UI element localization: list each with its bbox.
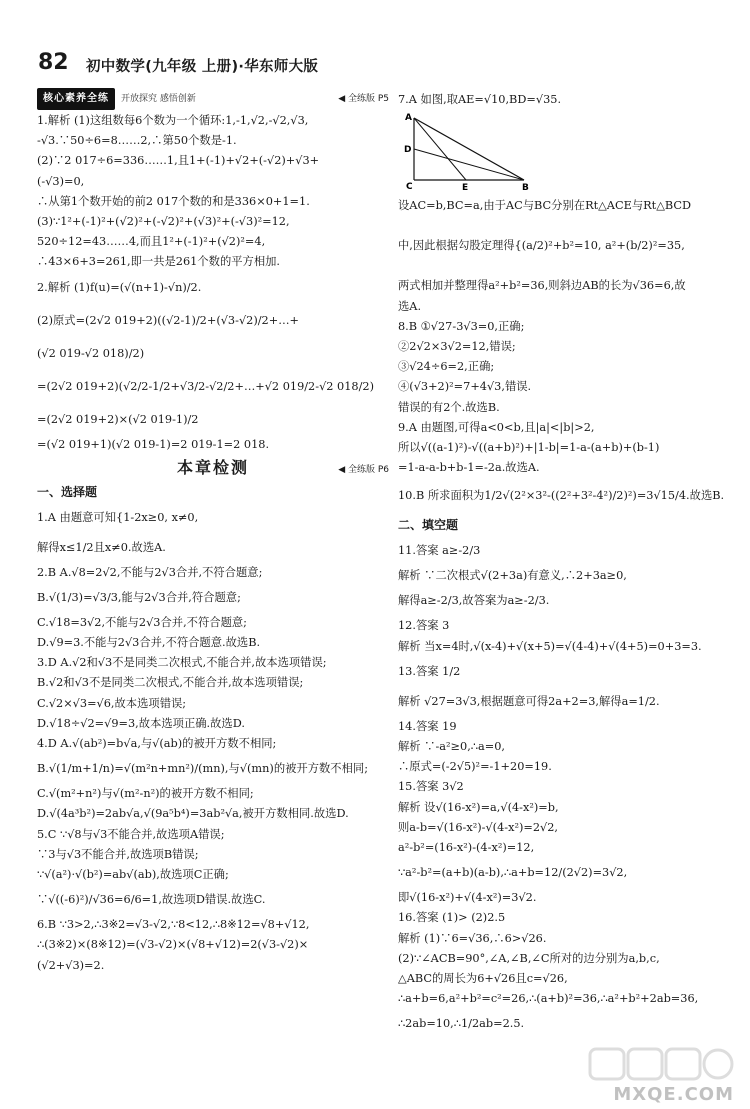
right-line: 8.B ①√27-3√3=0,正确; [398,319,525,333]
right-line: ②2√2×3√2=12,错误; [398,339,516,353]
left-line: D.√(4a³b²)=2ab√a,√(9a⁵b⁴)=3ab²√a,被开方数相同.故选D. [37,807,349,821]
right-line: 解得a≥-2/3,故答案为a≥-2/3. [398,594,550,608]
right-line: (2)∵∠ACB=90°,∠A,∠B,∠C所对的边分别为a,b,c, [398,951,660,965]
left-line: (2)∵2 017÷6=336……1,且1+(-1)+√2+(-√2)+√3+ [37,154,320,168]
left-line: D.√9=3.不能与2√3合并,不符合题意.故选B. [37,636,261,650]
right-line: 9.A 由题图,可得a<0<b,且|a|<|b|>2, [398,420,595,434]
chapter-ref [338,457,389,483]
page-header [38,50,728,80]
right-column [398,90,738,1039]
left-line: D.√18÷√2=√9=3,故本选项正确.故选D. [37,716,245,730]
left-line: -√3.∵50÷6=8……2,∴第50个数是-1. [37,134,237,148]
left-line: (√2+√3)=2. [37,958,105,972]
right-line: 所以√((a-1)²)-√((a+b)²)+|1-b|=1-a-(a+b)+(b-1) [398,440,660,454]
watermark-url: MXQE.COM [613,1084,734,1105]
vertex-label-e: E [462,183,469,193]
right-line: 错误的有2个.故选B. [398,400,500,414]
right-line: 设AC=b,BC=a,由于AC与BC分别在Rt△ACE与Rt△BCD [398,199,692,213]
right-line: 16.答案 (1)> (2)2.5 [398,911,506,925]
left-line: 3.D A.√2和√3不是同类二次根式,不能合并,故本选项错误; [37,656,327,670]
left-line: ∵√((-6)²)/√36=6/6=1,故选项D错误.故选C. [37,893,266,907]
left-line: =(2√2 019+2)(√2/2-1/2+√3/2-√2/2+…+√2 019/2-√2 018/2) [37,379,375,393]
right-line: 解析 ∵二次根式√(2+3a)有意义,∴2+3a≥0, [398,569,627,583]
banner-subtitle: 开放探究 感悟创新 [121,93,196,104]
right-line: 解析 √27=3√3,根据题意可得2a+2=3,解得a=1/2. [398,694,660,708]
chapter-ref-text: 全练版 P6 [347,464,389,475]
left-line: 5.C ∵√8与√3不能合并,故选项A错误; [37,827,225,841]
core-literacy-banner [37,90,389,108]
left-line: ∵3与√3不能合并,故选项B错误; [37,847,199,861]
left-line: C.√18=3√2,不能与2√3合并,不符合题意; [37,615,247,629]
right-line: 解析 设√(16-x²)=a,√(4-x²)=b, [398,800,559,814]
right-line: 14.答案 19 [398,719,457,733]
left-line: C.√(m²+n²)与√(m²-n²)的被开方数不相同; [37,787,254,801]
page-number: 82 [38,50,69,75]
vertex-label-c: C [406,182,413,193]
chapter-title-text: 本章检测 [176,457,249,477]
left-line: ∴43×6+3=261,即一共是261个数的平方相加. [37,255,281,269]
right-line: 中,因此根据勾股定理得{(a/2)²+b²=10, a²+(b/2)²=35, [398,239,685,253]
vertex-label-b: B [522,183,529,193]
right-line: 11.答案 a≥-2/3 [398,544,481,558]
left-line: (√2 019-√2 018)/2) [37,346,145,360]
right-line: ∴原式=(-2√5)²=-1+20=19. [398,760,552,774]
left-line: (3)∵1²+(-1)²+(√2)²+(-√2)²+(√3)²+(-√3)²=12, [37,214,290,228]
right-line: ③√24÷6=2,正确; [398,360,495,374]
right-line: 7.A 如图,取AE=√10,BD=√35. [398,93,562,106]
right-line: 解析 当x=4时,√(x-4)+√(x+5)=√(4-4)+√(4+5)=0+3=3. [398,639,702,653]
right-line: 解析 (1)∵6=√36,∴6>√26. [398,931,547,945]
banner-ref-text: 全练版 P5 [347,93,389,104]
left-line: 解得x≤1/2且x≠0.故选A. [37,540,166,554]
vertex-label-d: D [404,145,412,156]
right-line: 则a-b=√(16-x²)-√(4-x²)=2√2, [398,820,559,834]
left-line: 4.D A.√(ab²)=b√a,与√(ab)的被开方数不相同; [37,737,277,750]
chapter-test-heading [37,455,389,481]
right-line: 解析 ∵-a²≥0,∴a=0, [398,740,505,753]
left-line: ∴(3※2)×(8※12)=(√3-√2)×(√8+√12)=2(√3-√2)× [37,938,309,952]
fill-section-heading: 二、填空题 [398,518,459,533]
left-column [37,90,389,976]
vertex-label-a: A [405,113,412,124]
right-line: ∵a²-b²=(a+b)(a-b),∴a+b=12/(2√2)=3√2, [398,866,628,880]
right-line: ④(√3+2)²=7+4√3,错误. [398,380,532,394]
right-line: 即√(16-x²)+√(4-x²)=3√2. [398,891,537,905]
banner-tag: 核心素养全练 [37,88,115,110]
left-line: B.√2和√3不是同类二次根式,不能合并,故本选项错误; [37,676,304,690]
left-line: 2.解析 (1)f(u)=(√(n+1)-√n)/2. [37,280,202,294]
right-triangle-diagram [402,112,532,192]
right-line: ∴a+b=6,a²+b²=c²=26,∴(a+b)²=36,∴a²+b²+2ab=36, [398,992,699,1006]
left-line: B.√(1/3)=√3/3,能与2√3合并,符合题意; [37,590,241,604]
right-line: 13.答案 1/2 [398,664,461,678]
left-line: 2.B A.√8=2√2,不能与2√3合并,不符合题意; [37,565,263,579]
right-line: 12.答案 3 [398,619,450,633]
right-line: =1-a-a-b+b-1=-2a.故选A. [398,461,540,475]
triangle-figure [402,112,738,192]
left-line: ∴从第1个数开始的前2 017个数的和是336×0+1=1. [37,194,310,208]
left-line: B.√(1/m+1/n)=√(m²n+mn²)/(mn),与√(mn)的被开方数不相同; [37,762,369,776]
right-line: 10.B 所求面积为1/2√(2²×3²-((2²+3²-4²)/2)²)=3√15/4.故选B. [398,489,725,503]
pointer-arrow-icon: ◀ [338,464,346,475]
pointer-arrow-icon: ◀ [338,93,346,104]
right-line: 两式相加并整理得a²+b²=36,则斜边AB的长为√36=6,故 [398,279,686,293]
left-line: =(2√2 019+2)×(√2 019-1)/2 [37,412,199,426]
choice-section-heading: 一、选择题 [37,484,98,499]
left-line: 6.B ∵3>2,∴3※2=√3-√2,∵8<12,∴8※12=√8+√12, [37,918,310,932]
left-line: 1.解析 (1)这组数每6个数为一个循环:1,-1,√2,-√2,√3, [37,114,309,127]
book-title: 初中数学(九年级 上册)·华东师大版 [86,59,319,75]
left-line: (-√3)=0, [37,174,85,188]
left-line: 1.A 由题意可知{1-2x≥0, x≠0, [37,510,199,524]
right-line: a²-b²=(16-x²)-(4-x²)=12, [398,840,535,854]
right-line: ∴2ab=10,∴1/2ab=2.5. [398,1017,525,1031]
banner-ref [338,89,389,109]
right-line: 选A. [398,299,422,313]
left-line: (2)原式=(2√2 019+2)((√2-1)/2+(√3-√2)/2+…+ [37,313,299,327]
left-line: ∵√(a²)·√(b²)=ab√(ab),故选项C正确; [37,867,229,881]
right-line: 15.答案 3√2 [398,780,464,794]
left-line: 520÷12=43……4,而且1²+(-1)²+(√2)²=4, [37,235,266,249]
left-line: =(√2 019+1)(√2 019-1)=2 019-1=2 018. [37,437,270,451]
left-line: C.√2×√3=√6,故本选项错误; [37,696,187,710]
right-line: △ABC的周长为6+√26且c=√26, [398,971,568,985]
